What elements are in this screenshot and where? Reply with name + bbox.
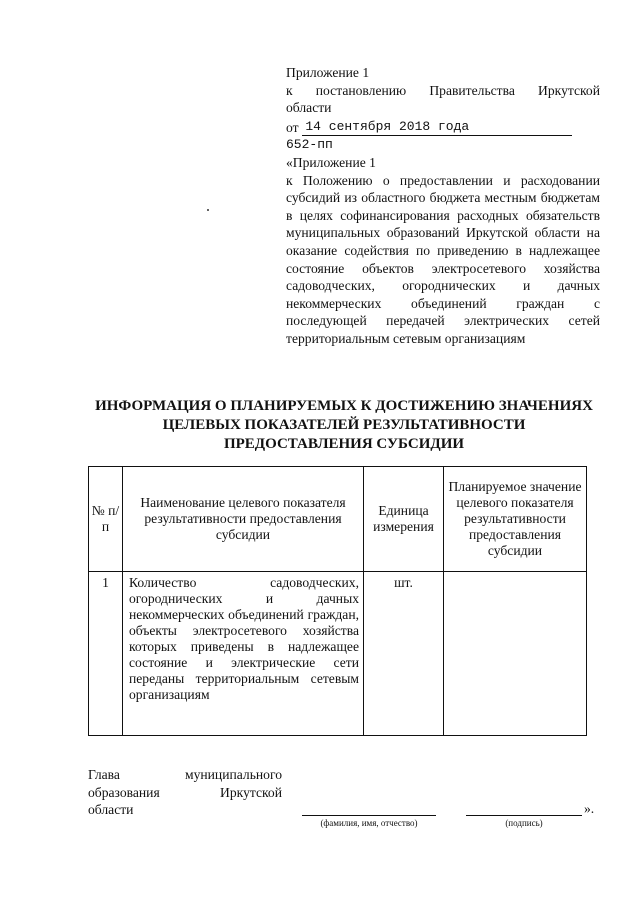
header-unit: Единица измерения bbox=[364, 467, 444, 572]
appendix-block bbox=[286, 64, 600, 348]
cell-value bbox=[444, 572, 587, 736]
name-caption: (фамилия, имя, отчество) bbox=[320, 818, 418, 828]
appendix-date bbox=[286, 117, 600, 137]
header-name: Наименование целевого показателя результативности предоставления субсидии bbox=[123, 467, 364, 572]
header-num: № п/п bbox=[89, 467, 123, 572]
signature-line bbox=[466, 814, 582, 816]
annex-title: «Приложение 1 bbox=[286, 154, 376, 170]
document-heading bbox=[80, 397, 608, 454]
signature-caption: (подпись) bbox=[505, 818, 543, 828]
closing-quote: ». bbox=[584, 801, 595, 816]
decree-number: 652-пп bbox=[286, 137, 333, 153]
signatory-line-3: области bbox=[88, 802, 134, 818]
scan-speck bbox=[207, 209, 209, 211]
date-field bbox=[302, 117, 572, 137]
date-prefix: от bbox=[286, 119, 299, 135]
name-line bbox=[302, 814, 436, 816]
date-value: 14 сентября 2018 года bbox=[305, 118, 470, 134]
header-value: Планируемое значение целевого показателя результативности предоставления субсидии bbox=[444, 467, 587, 572]
appendix-line-3: области bbox=[286, 100, 332, 116]
signatory-line-1: Глава муниципального bbox=[88, 767, 282, 782]
cell-num: 1 bbox=[89, 572, 123, 736]
signatory-line-2: образования Иркутской bbox=[88, 784, 282, 800]
table-header-row bbox=[89, 467, 587, 572]
indicators-table bbox=[88, 466, 587, 736]
appendix-line-1: Приложение 1 bbox=[286, 65, 370, 80]
cell-unit: шт. bbox=[364, 572, 444, 736]
table-row bbox=[89, 572, 587, 736]
appendix-line-2: к постановлению Правительства Иркутской bbox=[286, 82, 600, 98]
heading-line-3: ПРЕДОСТАВЛЕНИЯ СУБСИДИИ bbox=[223, 436, 465, 452]
cell-name: Количество садоводческих, огороднических и дачных некоммерческих объединений граждан, объекты электросетевого хозяйства которых приведены в надлежащее состояние и электрические сети переданы территориальным сетевым организациям bbox=[123, 572, 364, 736]
signatory-title bbox=[88, 766, 282, 819]
annex-body: к Положению о предоставлении и расходовании субсидий из областного бюджета местным бюджетам в целях софинансирования расходных обязательств муниципальных образований Иркутской области на оказание содействия по приведению в надлежащее состояние объектов электросетевого хозяйства садоводческих, огороднических и дачных некоммерческих объединений граждан с последующей передачей электрических сетей территориальным сетевым организациям bbox=[286, 172, 600, 346]
heading-line-1: ИНФОРМАЦИЯ О ПЛАНИРУЕМЫХ К ДОСТИЖЕНИЮ ЗНАЧЕНИЯХ bbox=[95, 398, 593, 414]
heading-line-2: ЦЕЛЕВЫХ ПОКАЗАТЕЛЕЙ РЕЗУЛЬТАТИВНОСТИ bbox=[162, 417, 526, 433]
